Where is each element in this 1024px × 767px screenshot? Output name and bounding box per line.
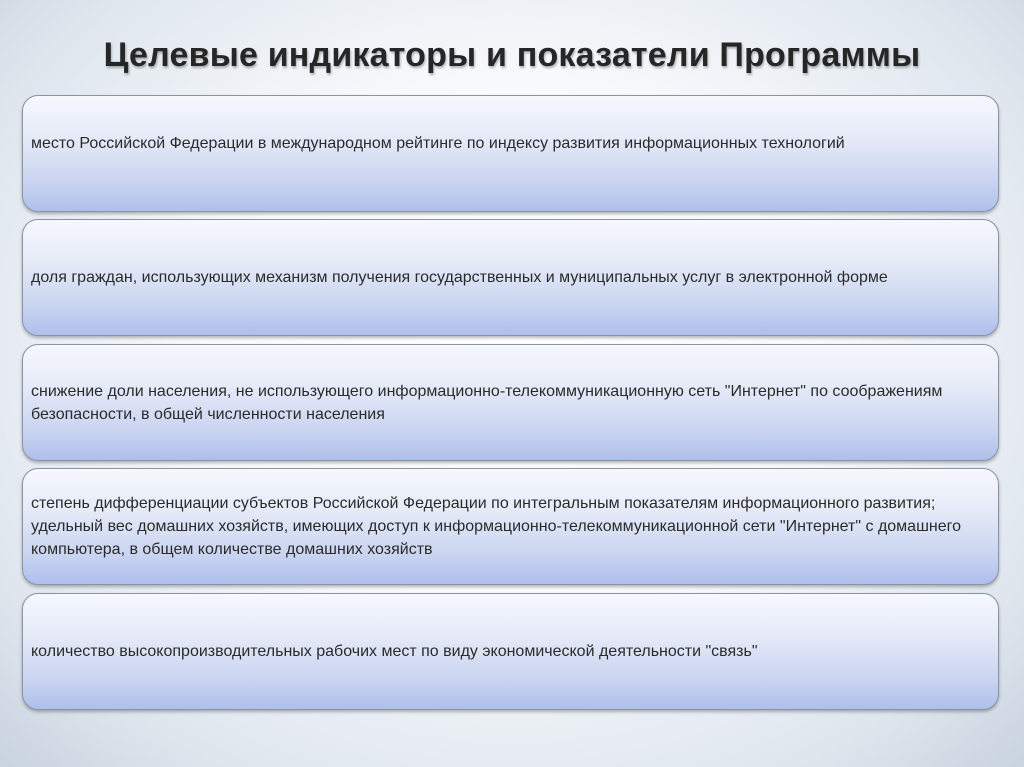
indicator-text-5: количество высокопроизводительных рабочих мест по виду экономической деятельности "связь"	[31, 643, 758, 660]
indicator-box-5	[22, 593, 999, 710]
indicator-text-4: степень дифференциации субъектов Российской Федерации по интегральным показателям информационного развития; удельный вес домашних хозяйств, имеющих доступ к информационно-телекоммуникационной сети "Интернет" с домашнего компьютера, в общем количестве домашних хозяйств	[31, 495, 962, 558]
indicator-text-2: доля граждан, использующих механизм получения государственных и муниципальных услуг в электронной форме	[31, 269, 888, 286]
indicator-box-4	[22, 468, 999, 585]
indicator-box-3	[22, 344, 999, 461]
slide-title: Целевые индикаторы и показатели Программы	[103, 36, 921, 74]
indicator-text-1: место Российской Федерации в международном рейтинге по индексу развития информационных технологий	[31, 135, 845, 152]
indicator-box-1	[22, 95, 999, 212]
indicator-text-3: снижение доли населения, не использующего информационно-телекоммуникационную сеть "Интернет" по соображениям безопасности, в общей численности населения	[31, 382, 943, 423]
indicator-box-2	[22, 219, 999, 336]
